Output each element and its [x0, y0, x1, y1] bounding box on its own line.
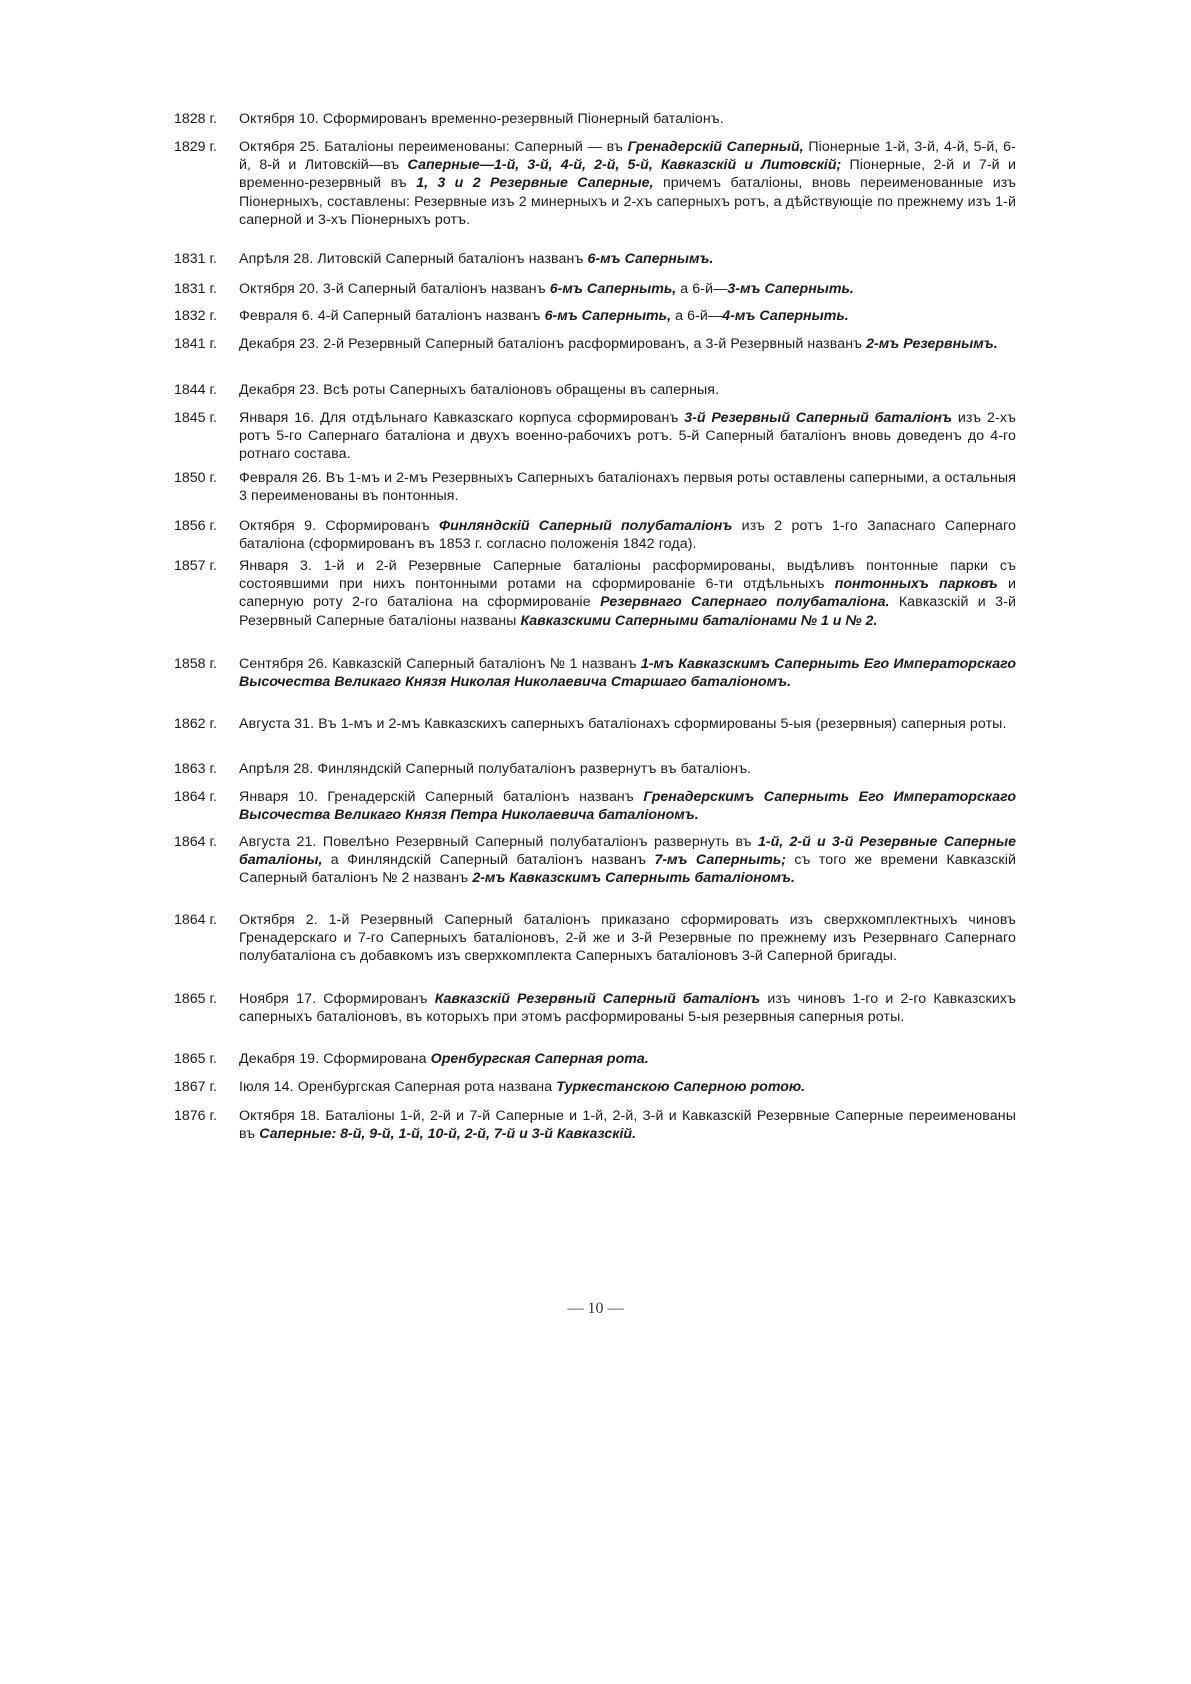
emphasized-name: 1-мъ Кавказскимъ Саперныть Его Императорскаго Высочества Великаго Князя Николая Николаевича Старшаго баталіономъ. [239, 656, 1016, 691]
emphasized-name: Оренбургская Саперная рота. [430, 1051, 649, 1067]
entry-text [239, 760, 1016, 778]
entry-year: 1844 г. [174, 382, 217, 398]
entry-fragment: Іюля 14. Оренбургская Саперная рота названа [239, 1079, 557, 1095]
chronology-entry [174, 469, 1016, 505]
entry-year: 1831 г. [174, 281, 217, 297]
emphasized-name: 6-мъ Сапернымъ. [587, 251, 714, 267]
emphasized-name: 3-й Резервный Саперный баталіонъ [684, 410, 952, 426]
emphasized-name: понтонныхъ парковъ [834, 576, 998, 593]
entry-fragment: Октября 9. Сформированъ [239, 518, 440, 534]
emphasized-name: 6-мъ Саперныть, [549, 281, 677, 297]
entry-text [239, 557, 1016, 630]
chronology-entry [174, 110, 1016, 128]
entry-fragment: а Финляндскій Саперный баталіонъ названъ [322, 852, 655, 869]
emphasized-name: 2-мъ Резервнымъ. [866, 336, 998, 352]
chronology-entry [174, 409, 1016, 464]
emphasized-name: 4-мъ Саперныть. [722, 308, 849, 324]
entry-fragment: а 6-й— [676, 281, 728, 297]
chronology-entry [174, 1078, 1016, 1096]
entry-year: 1862 г. [174, 716, 217, 732]
entry-text [239, 788, 1016, 824]
entry-fragment: а 6-й— [671, 308, 723, 324]
entry-fragment: Кавказскій и 3-й Резервный Саперные баталіоны названы [239, 594, 1016, 629]
entry-text [239, 138, 1016, 229]
entry-text [239, 335, 1016, 353]
entry-fragment: Апрѣля 28. Литовскій Саперный баталіонъ названъ [239, 251, 588, 267]
entry-fragment: Января 10. Гренадерскій Саперный баталіонъ названъ [239, 789, 644, 805]
entry-fragment: Января 3. 1-й и 2-й Резервные Саперные баталіоны расформированы, выдѣливъ понтонные парки съ состоявшими при нихъ понтонными ротами на сформированіе 6-ти отдѣльныхъ [239, 558, 1016, 593]
entry-year: 1831 г. [174, 251, 217, 267]
entry-text [239, 1078, 1016, 1096]
entry-year: 1864 г. [174, 912, 217, 928]
emphasized-name: 2-мъ Кавказскимъ Саперныть баталіономъ. [472, 870, 795, 887]
entry-text [239, 655, 1016, 691]
entry-fragment: Декабря 19. Сформирована [239, 1051, 431, 1067]
entry-fragment: Піонерные 1-й, 3-й, 4-й, 5-й, 6-й, 8-й и Литовскій—въ [239, 139, 1016, 174]
entry-text [239, 715, 1016, 733]
entry-fragment: Октября 18. Баталіоны 1-й, 2-й и 7-й Саперные и 1-й, 2-й, 3-й и Кавказскій Резервные Саперные переименованы въ [239, 1108, 1016, 1143]
chronology-entry [174, 715, 1016, 733]
entry-year: 1829 г. [174, 139, 217, 155]
entry-text [239, 280, 1016, 298]
emphasized-name: 1, 3 и 2 Резервные Саперные, [416, 175, 654, 192]
entry-fragment: Августа 31. Въ 1-мъ и 2-мъ Кавказскихъ саперныхъ баталіонахъ сформированы 5-ыя (резервныя) саперныя роты. [239, 716, 1007, 732]
emphasized-name: Гренадерскій Саперный, [627, 139, 804, 155]
entry-text [239, 110, 1016, 128]
emphasized-name: Кавказскими Саперными баталіонами № 1 и № 2. [520, 612, 878, 629]
chronology-entry [174, 990, 1016, 1026]
emphasized-name: Гренадерскимъ Саперныть Его Императорскаго Высочества Великаго Князя Петра Николаевича баталіономъ. [239, 789, 1016, 824]
entry-text [239, 1050, 1016, 1068]
entry-fragment: Августа 21. Повелѣно Резервный Саперный полубаталіонъ развернуть въ [239, 834, 758, 850]
chronology-entry [174, 1050, 1016, 1068]
page-number: — 10 — [567, 1300, 624, 1317]
entry-year: 1864 г. [174, 789, 217, 805]
entry-text [239, 250, 1016, 268]
entry-fragment: Апрѣля 28. Финляндскій Саперный полубаталіонъ развернутъ въ баталіонъ. [239, 761, 752, 777]
emphasized-name: Резервнаго Сапернаго полубаталіона. [600, 594, 890, 611]
entry-year: 1850 г. [174, 470, 217, 486]
entry-year: 1857 г. [174, 558, 217, 574]
chronology-entry [174, 280, 1016, 298]
entry-fragment: изъ 2-хъ ротъ 5-го Сапернаго баталіона и двухъ военно-рабочихъ ротъ. 5-й Саперный баталіонъ вновь доведенъ до 4-го ротнаго состава. [239, 410, 1016, 463]
emphasized-name: 1-й, 2-й и 3-й Резервные Саперные баталіоны, [239, 834, 1016, 869]
entry-year: 1864 г. [174, 834, 217, 850]
entry-fragment: Февраля 26. Въ 1-мъ и 2-мъ Резервныхъ Саперныхъ баталіонахъ первыя роты оставлены саперными, а остальныя 3 переименованы въ понтонныя. [239, 470, 1016, 505]
chronology-entry [174, 335, 1016, 353]
chronology-entry [174, 250, 1016, 268]
emphasized-name: 3-мъ Саперныть. [727, 281, 854, 297]
entry-fragment: изъ 2 ротъ 1-го Запаснаго Сапернаго баталіона (сформированъ въ 1853 г. согласно положенія 1842 года). [239, 518, 1017, 553]
entry-fragment: съ того же времени Кавказскій Саперный баталіонъ № 2 названъ [239, 852, 1016, 887]
entry-text [239, 469, 1016, 505]
emphasized-name: Кавказскій Резервный Саперный баталіонъ [434, 991, 761, 1007]
chronology-entry [174, 138, 1016, 229]
entry-fragment: Октября 25. Баталіоны переименованы: Саперный — въ [239, 139, 628, 155]
emphasized-name: Саперные—1-й, 3-й, 4-й, 2-й, 5-й, Кавказскій и Литовскій; [407, 157, 842, 174]
entry-year: 1841 г. [174, 336, 217, 352]
entry-year: 1832 г. [174, 308, 217, 324]
chronology-entry [174, 833, 1016, 888]
entry-text [239, 381, 1016, 399]
entry-year: 1867 г. [174, 1079, 217, 1095]
entry-text [239, 517, 1016, 553]
entry-year: 1876 г. [174, 1108, 217, 1124]
chronology-entry [174, 911, 1016, 966]
entry-text [239, 911, 1016, 966]
entry-fragment: причемъ баталіоны, вновь переименованные изъ Піонерныхъ, составлены: Резервные изъ 2 минерныхъ и 2-хъ саперныхъ ротъ, а дѣйствующіе по прежнему изъ 1-й саперной и 3-хъ Піонерныхъ ротъ. [239, 175, 1016, 228]
chronology-entry [174, 307, 1016, 325]
entry-fragment: Декабря 23. Всѣ роты Саперныхъ баталіоновъ обращены въ саперныя. [239, 382, 720, 398]
chronology-entry [174, 760, 1016, 778]
entry-fragment: Ноября 17. Сформированъ [239, 991, 435, 1007]
entry-fragment: Февраля 6. 4-й Саперный баталіонъ названъ [239, 308, 545, 324]
entry-text [239, 307, 1016, 325]
entry-fragment: и саперную роту 2-го баталіона на сформированіе [239, 576, 1016, 611]
entry-fragment: Сентября 26. Кавказскій Саперный баталіонъ № 1 названъ [239, 656, 641, 672]
chronology-entry [174, 655, 1016, 691]
emphasized-name: Туркестанскою Саперною ротою. [556, 1079, 806, 1095]
entry-year: 1845 г. [174, 410, 217, 426]
entry-year: 1865 г. [174, 991, 217, 1007]
entry-text [239, 833, 1016, 888]
emphasized-name: 7-мъ Саперныть; [654, 852, 786, 869]
entry-year: 1863 г. [174, 761, 217, 777]
entry-text [239, 990, 1016, 1026]
entry-year: 1865 г. [174, 1051, 217, 1067]
entry-text [239, 1107, 1016, 1143]
entry-year: 1858 г. [174, 656, 217, 672]
emphasized-name: Финляндскій Саперный полубаталіонъ [439, 518, 733, 534]
entry-fragment: Октября 20. 3-й Саперный баталіонъ названъ [239, 281, 550, 297]
entry-text [239, 409, 1016, 464]
chronology-entry [174, 557, 1016, 630]
entry-fragment: Октября 2. 1-й Резервный Саперный баталіонъ приказано сформировать изъ сверхкомплектныхъ чиновъ Гренадерскаго и 7-го Саперныхъ баталіоновъ, 2-й же и 3-й Резервные по прежнему изъ Резервнаго Сапернаго полубаталіона съ добавкомъ изъ сверхкомплекта Саперныхъ баталіоновъ 3-й Саперной бригады. [239, 912, 1016, 965]
entry-fragment: изъ чиновъ 1-го и 2-го Кавказскихъ саперныхъ баталіоновъ, въ которыхъ при этомъ расформированы 5-ыя резервныя саперныя роты. [239, 991, 1017, 1026]
emphasized-name: Саперные: 8-й, 9-й, 1-й, 10-й, 2-й, 7-й и 3-й Кавказскій. [259, 1126, 637, 1143]
entry-fragment: Октября 10. Сформированъ временно-резервный Піонерный баталіонъ. [239, 111, 724, 127]
chronology-entry [174, 381, 1016, 399]
chronology-entry [174, 517, 1016, 553]
entry-year: 1856 г. [174, 518, 217, 534]
entry-fragment: Декабря 23. 2-й Резервный Саперный баталіонъ расформированъ, а 3-й Резервный названъ [239, 336, 867, 352]
chronology-entry [174, 788, 1016, 824]
entry-fragment: Піонерные, 2-й и 7-й и временно-резервный въ [239, 157, 1016, 192]
emphasized-name: 6-мъ Саперныть, [544, 308, 672, 324]
entry-fragment: Января 16. Для отдѣльнаго Кавказскаго корпуса сформированъ [239, 410, 685, 426]
chronology-entry [174, 1107, 1016, 1143]
entry-year: 1828 г. [174, 111, 217, 127]
